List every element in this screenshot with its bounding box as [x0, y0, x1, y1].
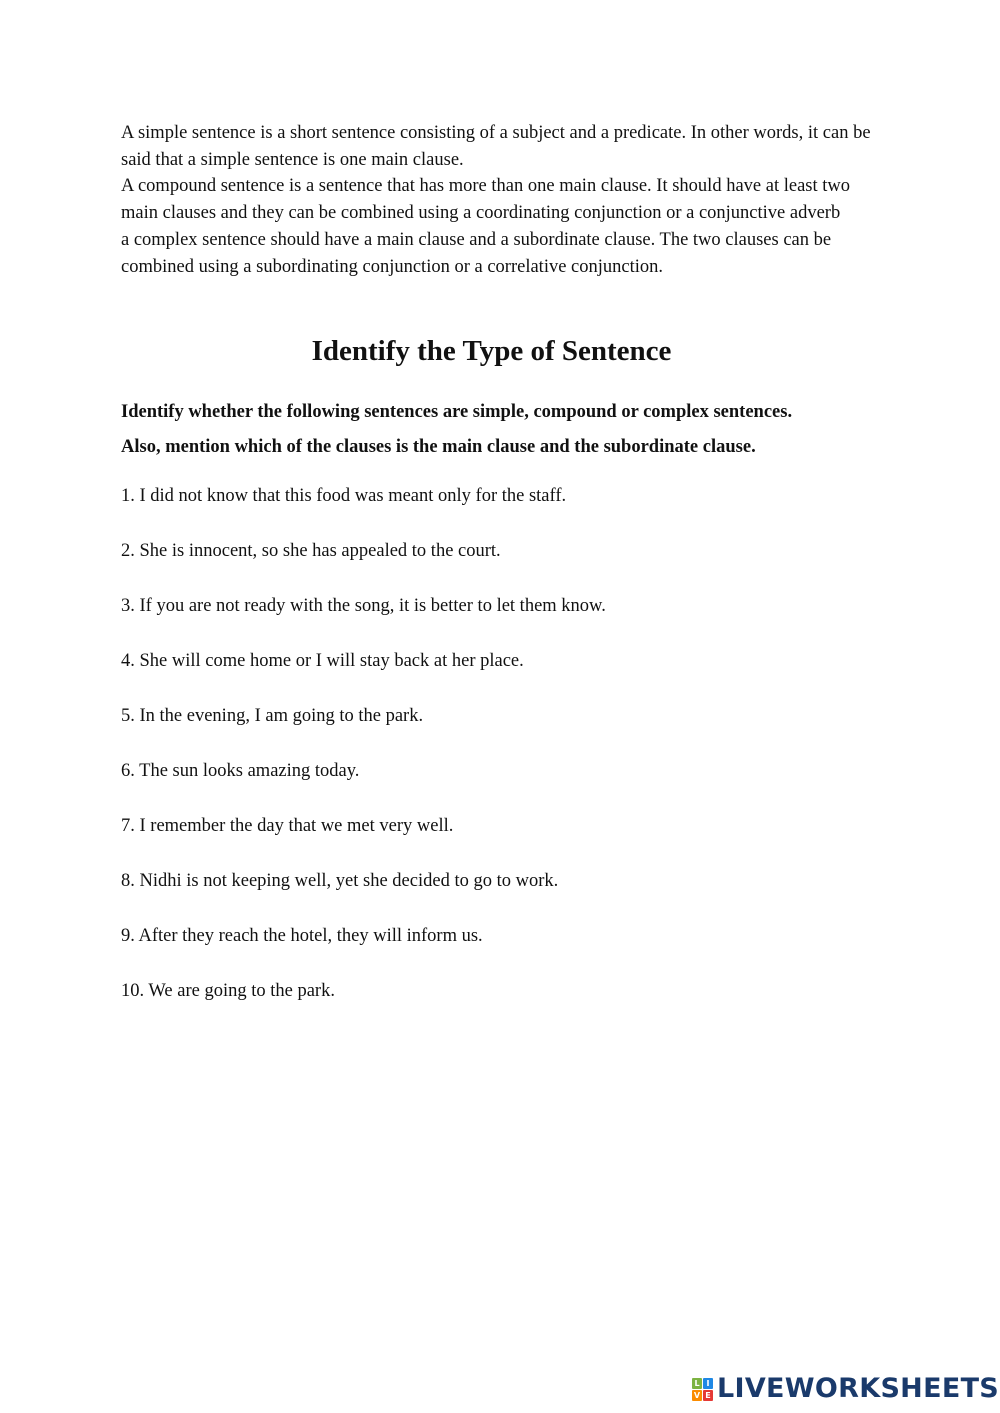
question-item: 3. If you are not ready with the song, it is better to let them know. — [121, 596, 606, 616]
question-item: 2. She is innocent, so she has appealed to the court. — [121, 541, 501, 561]
instructions — [121, 395, 921, 464]
question-item: 9. After they reach the hotel, they will inform us. — [121, 926, 483, 946]
instruction-line: Also, mention which of the clauses is the main clause and the subordinate clause. — [121, 436, 756, 457]
question-item: 6. The sun looks amazing today. — [121, 761, 360, 781]
question-item: 4. She will come home or I will stay back at her place. — [121, 651, 524, 671]
intro-text — [121, 120, 881, 280]
logo-letter-e: E — [703, 1390, 713, 1401]
question-list — [121, 482, 921, 1032]
logo-letter-l: L — [692, 1378, 702, 1389]
intro-paragraph-compound: A compound sentence is a sentence that has more than one main clause. It should have at least two main clauses and they can be combined using a coordinating conjunction or a conjunctive adverb — [121, 176, 850, 224]
question-item: 7. I remember the day that we met very well. — [121, 816, 454, 836]
logo-letter-v: V — [693, 1390, 701, 1400]
question-item: 5. In the evening, I am going to the park. — [121, 706, 424, 726]
intro-paragraph-simple: A simple sentence is a short sentence consisting of a subject and a predicate. In other words, it can be said that a simple sentence is one main clause. — [121, 123, 871, 170]
liveworksheets-logo-icon — [692, 1378, 713, 1401]
brand-wordmark: LIVEWORKSHEETS — [717, 1373, 1000, 1404]
question-item: 1. I did not know that this food was meant only for the staff. — [121, 486, 567, 506]
instruction-line: Identify whether the following sentences are simple, compound or complex sentences. — [121, 402, 793, 422]
question-item: 10. We are going to the park. — [121, 981, 335, 1001]
question-item: 8. Nidhi is not keeping well, yet she decided to go to work. — [121, 871, 559, 891]
page-title: Identify the Type of Sentence — [311, 335, 672, 367]
liveworksheets-brand — [692, 1372, 999, 1406]
intro-paragraph-complex: a complex sentence should have a main clause and a subordinate clause. The two clauses can be combined using a subordinating conjunction or a correlative conjunction. — [121, 229, 832, 277]
logo-letter-i: I — [703, 1378, 713, 1389]
